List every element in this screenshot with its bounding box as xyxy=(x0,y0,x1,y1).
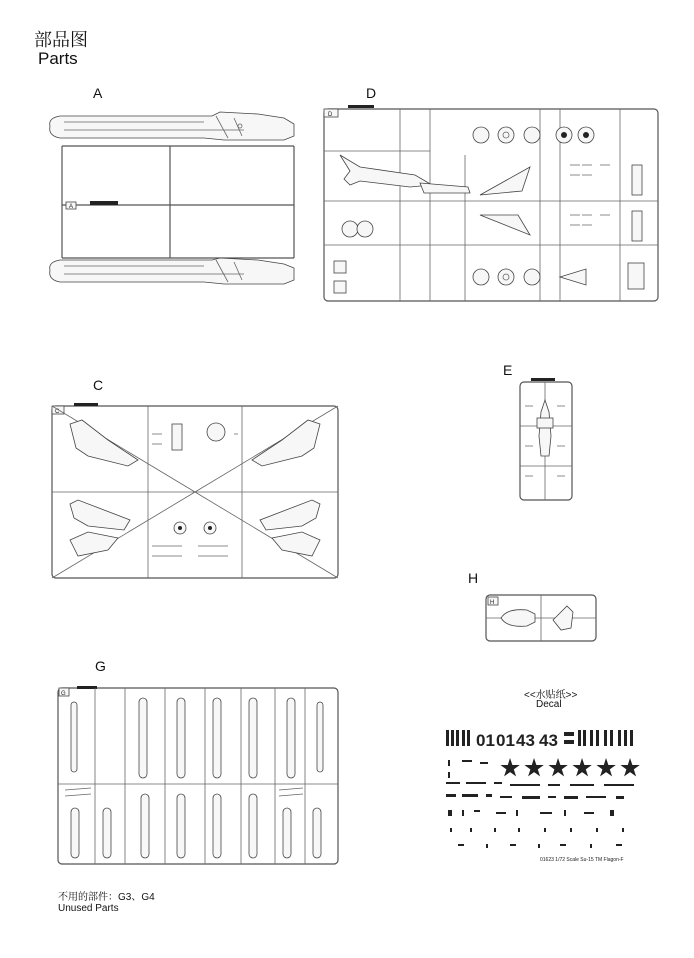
sprue-c-drawing xyxy=(48,400,342,582)
unused-parts-en: Unused Parts xyxy=(58,903,119,914)
decal-number-3: 43 xyxy=(516,731,535,750)
sprue-d-drawing xyxy=(320,105,660,305)
sprue-g-drawing xyxy=(55,684,341,868)
decal-caption-cn: <<水贴纸>> xyxy=(524,690,578,701)
page-title-en: Parts xyxy=(38,49,78,68)
sprue-g-tag: G xyxy=(61,691,66,697)
sprue-e-drawing xyxy=(517,376,575,504)
sprue-d-tag: D xyxy=(328,112,333,118)
sprue-h-drawing xyxy=(483,592,599,644)
decal-stars xyxy=(500,758,639,776)
unused-parts-cn: 不用的部件：G3、G4 xyxy=(58,892,155,903)
sprue-h-tag: H xyxy=(490,600,495,606)
decal-footer: 01623 1/72 Scale Su-15 TM Flagon-F xyxy=(540,857,624,863)
sprue-label-h: H xyxy=(468,570,479,586)
sprue-label-c: C xyxy=(93,377,104,393)
sprue-label-a: A xyxy=(93,85,103,101)
decal-number-2: 01 xyxy=(496,731,515,750)
sprue-a-tag: A xyxy=(69,204,74,210)
sprue-label-g: G xyxy=(95,658,106,674)
sprue-label-d: D xyxy=(366,85,377,101)
sprue-c-tag: C xyxy=(55,409,60,415)
sprue-label-e: E xyxy=(503,362,513,378)
decal-number-1: 01 xyxy=(476,731,495,750)
sprue-a-drawing xyxy=(44,108,300,290)
decal-sheet xyxy=(440,720,646,866)
decal-number-4: 43 xyxy=(539,731,558,750)
page-title-cn: 部品图 xyxy=(34,30,88,51)
decal-caption-en: Decal xyxy=(536,699,562,710)
